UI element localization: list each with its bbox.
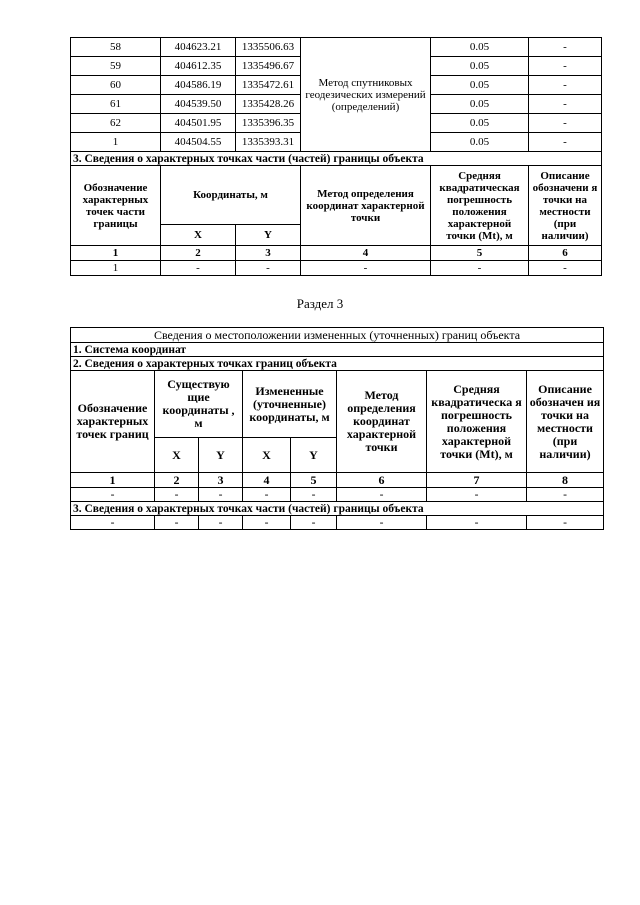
cell: - <box>431 261 529 276</box>
col-number: 3 <box>199 473 243 488</box>
existing-coords-header: Существую щие координаты , м <box>155 371 243 438</box>
point-number: 59 <box>71 57 161 76</box>
section-1-title: 1. Система координат <box>71 343 604 357</box>
section-3-title: 3. Сведения о характерных точках части (частей) границы объекта <box>71 502 604 516</box>
point-number: 61 <box>71 95 161 114</box>
table-row <box>71 261 602 276</box>
column-number-row <box>71 246 602 261</box>
coord-y: 1335393.31 <box>236 133 301 152</box>
desc-value: - <box>529 133 602 152</box>
col-number: 3 <box>236 246 301 261</box>
section-heading: Раздел 3 <box>296 296 344 311</box>
point-number: 1 <box>71 133 161 152</box>
col-number: 6 <box>529 246 602 261</box>
cell: - <box>155 516 199 530</box>
cell: 1 <box>71 261 161 276</box>
cell: - <box>527 488 604 502</box>
header-row <box>71 371 604 438</box>
col-number: 1 <box>71 246 161 261</box>
mt-header: Средняя квадратическая погрешность положения характерной точки (Mt), м <box>431 166 529 246</box>
point-number: 58 <box>71 38 161 57</box>
coord-x: 404504.55 <box>161 133 236 152</box>
y-header: Y <box>199 438 243 473</box>
col-number: 4 <box>301 246 431 261</box>
coord-y: 1335506.63 <box>236 38 301 57</box>
table-title: Сведения о местоположении измененных (уточненных) границ объекта <box>71 328 604 343</box>
cell: - <box>337 516 427 530</box>
mt-header: Средняя квадратическа я погрешность положения характерной точки (Mt), м <box>427 371 527 473</box>
col-number: 6 <box>337 473 427 488</box>
table-row <box>71 38 602 57</box>
cell: - <box>301 261 431 276</box>
table-row <box>71 516 604 530</box>
cell: - <box>199 488 243 502</box>
point-number: 60 <box>71 76 161 95</box>
section-row <box>71 357 604 371</box>
coord-y: 1335496.67 <box>236 57 301 76</box>
x-header: X <box>243 438 291 473</box>
cell: - <box>529 261 602 276</box>
mt-value: 0.05 <box>431 38 529 57</box>
cell: - <box>236 261 301 276</box>
coord-x: 404586.19 <box>161 76 236 95</box>
desc-header: Описание обозначен ия точки на местности (при наличии) <box>527 371 604 473</box>
col-number: 4 <box>243 473 291 488</box>
cell: - <box>291 516 337 530</box>
col-number: 5 <box>291 473 337 488</box>
section-row <box>71 502 604 516</box>
changed-coords-header: Измененные (уточненные) координаты, м <box>243 371 337 438</box>
designation-header: Обозначение характерных точек границ <box>71 371 155 473</box>
header-row <box>71 166 602 225</box>
coord-x: 404539.50 <box>161 95 236 114</box>
desc-value: - <box>529 76 602 95</box>
section-row <box>71 152 602 166</box>
section-3-title: 3. Сведения о характерных точках части (частей) границы объекта <box>71 152 602 166</box>
coord-y: 1335396.35 <box>236 114 301 133</box>
mt-value: 0.05 <box>431 114 529 133</box>
cell: - <box>337 488 427 502</box>
x-header: X <box>155 438 199 473</box>
coord-x: 404623.21 <box>161 38 236 57</box>
section-row <box>71 343 604 357</box>
desc-value: - <box>529 114 602 133</box>
col-number: 8 <box>527 473 604 488</box>
desc-header: Описание обозначени я точки на местности (при наличии) <box>529 166 602 246</box>
coord-x: 404501.95 <box>161 114 236 133</box>
section-2-title: 2. Сведения о характерных точках границ объекта <box>71 357 604 371</box>
table-row <box>71 488 604 502</box>
cell: - <box>291 488 337 502</box>
cell: - <box>161 261 236 276</box>
desc-value: - <box>529 38 602 57</box>
y-header: Y <box>236 225 301 246</box>
cell: - <box>243 488 291 502</box>
boundaries-table <box>70 327 604 530</box>
mt-value: 0.05 <box>431 57 529 76</box>
col-number: 7 <box>427 473 527 488</box>
cell: - <box>71 516 155 530</box>
desc-value: - <box>529 57 602 76</box>
point-number: 62 <box>71 114 161 133</box>
col-number: 1 <box>71 473 155 488</box>
coords-header: Координаты, м <box>161 166 301 225</box>
cell: - <box>155 488 199 502</box>
desc-value: - <box>529 95 602 114</box>
coord-x: 404612.35 <box>161 57 236 76</box>
continuation-table <box>70 37 602 276</box>
column-number-row <box>71 473 604 488</box>
x-header: X <box>161 225 236 246</box>
mt-value: 0.05 <box>431 95 529 114</box>
cell: - <box>427 516 527 530</box>
col-number: 2 <box>155 473 199 488</box>
method-cell: Метод спутниковых геодезических измерений (определений) <box>301 38 431 152</box>
cell: - <box>199 516 243 530</box>
cell: - <box>527 516 604 530</box>
y-header: Y <box>291 438 337 473</box>
mt-value: 0.05 <box>431 133 529 152</box>
coord-y: 1335472.61 <box>236 76 301 95</box>
mt-value: 0.05 <box>431 76 529 95</box>
cell: - <box>427 488 527 502</box>
cell: - <box>71 488 155 502</box>
col-number: 2 <box>161 246 236 261</box>
method-header: Метод определения координат характерной точки <box>301 166 431 246</box>
method-header: Метод определения координат характерной точки <box>337 371 427 473</box>
col-number: 5 <box>431 246 529 261</box>
title-row <box>71 328 604 343</box>
coord-y: 1335428.26 <box>236 95 301 114</box>
designation-header: Обозначение характерных точек части границы <box>71 166 161 246</box>
cell: - <box>243 516 291 530</box>
